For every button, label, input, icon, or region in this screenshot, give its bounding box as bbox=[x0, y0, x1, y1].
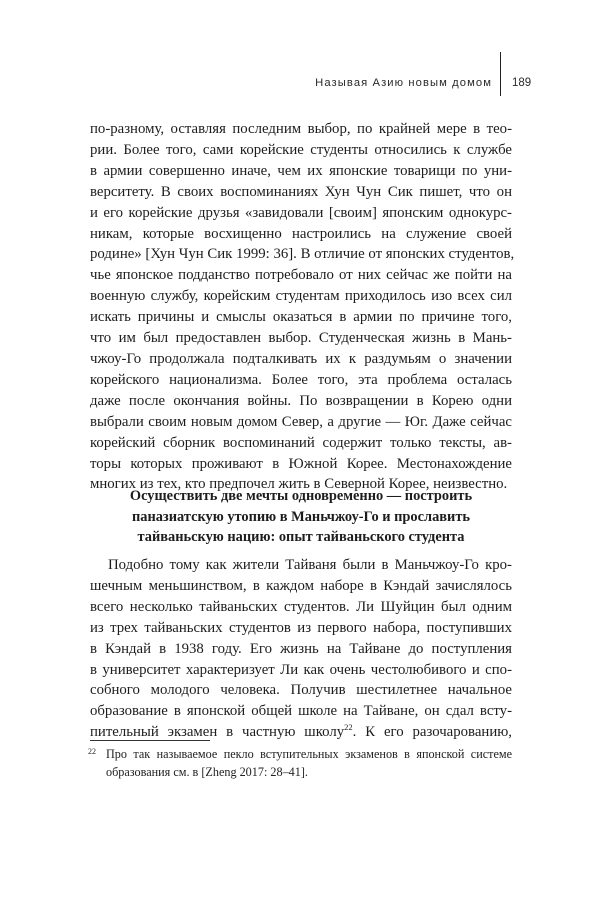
heading-line: тайваньскую нацию: опыт тайваньского студента bbox=[137, 529, 465, 545]
footnote-divider bbox=[90, 740, 210, 741]
text-line: родине» [Хун Чун Сик 1999: 36]. В отличие от японских студентов, bbox=[90, 246, 515, 263]
text-line: всего несколько тайваньских студентов. Ли Шуйцин был одним bbox=[90, 598, 512, 615]
paragraph-korean-students bbox=[90, 119, 515, 495]
text-line: военную службу, корейским студентам приходилось изо всех сил bbox=[90, 288, 512, 305]
footnote-line: образования см. в [Zheng 2017: 28–41]. bbox=[106, 764, 308, 779]
text-line: и его корейские друзья «завидовали [своим] японским однокурс- bbox=[90, 204, 512, 221]
running-title: Называя Азию новым домом bbox=[315, 77, 492, 89]
heading-line: паназиатскую утопию в Маньчжоу-Го и прославить bbox=[131, 508, 471, 525]
text-line: корейского национализма. Более того, эта проблема осталась bbox=[90, 371, 512, 388]
text-line: из трех тайваньских студентов из первого набора, поступивших bbox=[90, 619, 512, 636]
text-line: никам, которые восхищенно настроились на служение своей bbox=[90, 225, 512, 242]
text-line: в армии совершенно иначе, чем их японские товарищи по уни- bbox=[90, 162, 512, 179]
section-heading bbox=[90, 486, 512, 548]
text-line: верситету. В своих воспоминаниях Хун Чун Сик пишет, что он bbox=[90, 183, 512, 200]
text-line: даже после окончания войны. По возвращении в Корею одни bbox=[90, 392, 512, 409]
text-line: рии. Более того, сами корейские студенты относились к службе bbox=[90, 141, 512, 158]
heading-line: Осуществить две мечты одновременно — построить bbox=[129, 488, 473, 504]
paragraph-taiwanese-student bbox=[90, 555, 512, 743]
page-number: 189 bbox=[512, 77, 532, 89]
text-line: в университет характеризует Ли как очень честолюбивого и спо- bbox=[90, 661, 512, 678]
text-line: искать причины и смыслы оказаться в армии по причине того, bbox=[90, 309, 512, 326]
text-fragment: пительный экзамен в частную школу bbox=[90, 724, 345, 741]
text-line: чье японское подданство потребовало от них сейчас же пойти на bbox=[90, 267, 512, 284]
text-line: выбрали своим новым домом Север, а другие — Юг. Даже сейчас bbox=[90, 413, 512, 430]
text-line: что им был предоставлен выбор. Студенческая жизнь в Мань- bbox=[90, 330, 512, 347]
header-divider bbox=[500, 52, 501, 96]
text-line: торы которых проживают в Южной Корее. Местонахождение bbox=[90, 455, 512, 472]
text-line: чжоу-Го продолжала подталкивать их к раздумьям о значении bbox=[90, 350, 512, 367]
text-line: в Кэндай в 1938 году. Его жизнь на Тайване до поступления bbox=[90, 640, 512, 657]
footnote-reference[interactable]: 22 bbox=[344, 722, 353, 733]
text-line: образование в японской общей школе на Тайване, он сдал всту- bbox=[90, 703, 512, 720]
footnote bbox=[90, 746, 512, 781]
running-header bbox=[0, 72, 600, 98]
text-line: многих из тех, кто предпочел жить в Северной Корее, неизвестно. bbox=[90, 476, 508, 493]
text-fragment: . К его разочарованию, bbox=[352, 724, 512, 741]
footnote-line: Про так называемое пекло вступительных экзаменов в японской системе bbox=[106, 747, 512, 761]
footnote-mark: 22 bbox=[88, 747, 96, 756]
text-line: собного молодого человека. Получив шестилетнее начальное bbox=[90, 682, 512, 699]
text-line: шечным меньшинством, в каждом наборе в Кэндай зачислялось bbox=[90, 577, 512, 594]
text-line: Подобно тому как жители Тайваня были в Маньчжоу-Го кро- bbox=[108, 557, 512, 573]
text-line: по-разному, оставляя последним выбор, по крайней мере в тео- bbox=[90, 121, 512, 137]
text-line: корейский сборник воспоминаний содержит только тексты, ав- bbox=[90, 434, 512, 451]
